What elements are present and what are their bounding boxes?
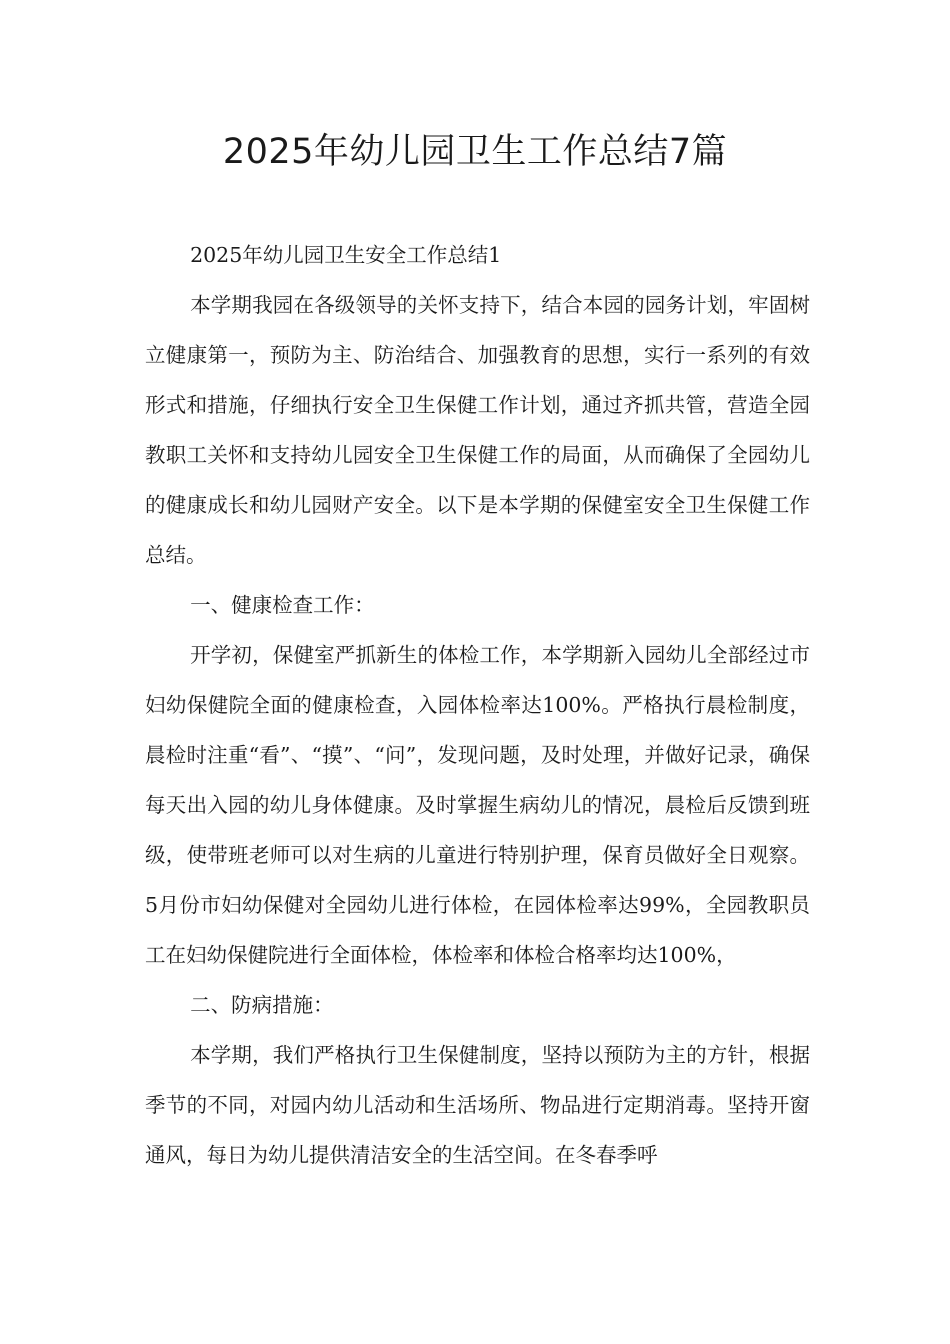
paragraph-intro: 本学期我园在各级领导的关怀支持下，结合本园的园务计划，牢固树立健康第一，预防为主、防治结合、加强教育的思想，实行一系列的有效形式和措施，仔细执行安全卫生保健工作计划，通过齐抓共管，营造全园教职工关怀和支持幼儿园安全卫生保健工作的局面，从而确保了全园幼儿的健康成长和幼儿园财产安全。以下是本学期的保健室安全卫生保健工作总结。: [145, 293, 810, 567]
document-body: [145, 230, 810, 1180]
section-subtitle: 2025年幼儿园卫生安全工作总结1: [190, 243, 502, 267]
paragraph-disease-prevention: 本学期，我们严格执行卫生保健制度，坚持以预防为主的方针，根据季节的不同，对园内幼儿活动和生活场所、物品进行定期消毒。坚持开窗通风，每日为幼儿提供清洁安全的生活空间。在冬春季呼: [145, 1043, 810, 1167]
paragraph-health-check: 开学初，保健室严抓新生的体检工作，本学期新入园幼儿全部经过市妇幼保健院全面的健康检查，入园体检率达100%。严格执行晨检制度，晨检时注重“看”、“摸”、“问”，发现问题，及时处理，并做好记录，确保每天出入园的幼儿身体健康。及时掌握生病幼儿的情况，晨检后反馈到班级，使带班老师可以对生病的儿童进行特别护理，保育员做好全日观察。5月份市妇幼保健对全园幼儿进行体检，在园体检率达99%，全园教职员工在妇幼保健院进行全面体检，体检率和体检合格率均达100%，: [145, 643, 810, 967]
heading-health-check: 一、健康检查工作：: [190, 593, 375, 617]
heading-disease-prevention: 二、防病措施：: [190, 993, 334, 1017]
document-title: 2025年幼儿园卫生工作总结7篇: [222, 132, 728, 172]
